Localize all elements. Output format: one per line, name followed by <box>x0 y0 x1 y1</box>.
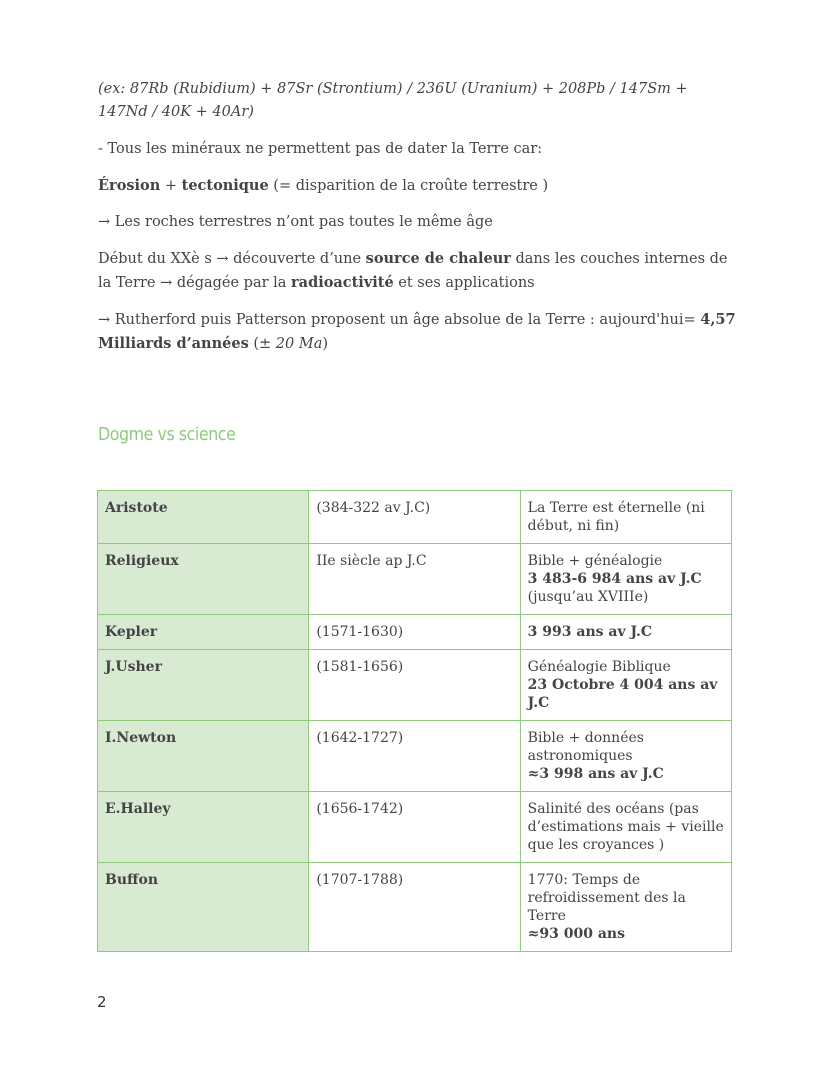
section-title: Dogme vs science <box>98 424 236 445</box>
period-cell: (1642-1727) <box>309 721 520 792</box>
rutherford-text: → Rutherford puis Patterson proposent un âge absolue de la Terre : aujourd'hui= <box>98 312 701 328</box>
estimate-value: ≈93 000 ans <box>527 926 625 942</box>
person-name-cell: Religieux <box>98 544 309 615</box>
erosion-term: Érosion <box>98 177 161 194</box>
person-name-cell: Kepler <box>98 615 309 650</box>
estimate-text: 1770: Temps de refroidissement des la Terre <box>527 872 686 924</box>
table-row <box>98 650 732 721</box>
person-name-cell: J.Usher <box>98 650 309 721</box>
period-cell: (1571-1630) <box>309 615 520 650</box>
estimate-text: (jusqu’au XVIIIe) <box>527 589 649 605</box>
person-name-cell: I.Newton <box>98 721 309 792</box>
uncertainty-value: 20 Ma <box>275 336 323 352</box>
debut-paragraph <box>98 247 738 295</box>
table-row <box>98 615 732 650</box>
table-row <box>98 792 732 863</box>
estimate-cell <box>520 863 731 952</box>
estimate-text: Généalogie Biblique <box>527 659 671 675</box>
table-row <box>98 721 732 792</box>
estimate-value: ≈3 998 ans av J.C <box>527 766 664 782</box>
earth-age-value: 4,57 Milliards d’années <box>98 311 736 352</box>
estimate-cell <box>520 491 731 544</box>
table-row <box>98 863 732 952</box>
table-body <box>98 491 732 952</box>
rutherford-paragraph <box>98 308 738 356</box>
estimate-text: Salinité des océans (pas d’estimations mais + vieille que les croyances ) <box>527 801 724 853</box>
estimate-value: 23 Octobre 4 004 ans av J.C <box>527 677 718 711</box>
table-row <box>98 491 732 544</box>
estimate-cell <box>520 615 731 650</box>
erosion-plus: + <box>160 178 182 194</box>
estimate-text: La Terre est éternelle (ni début, ni fin) <box>527 500 705 534</box>
estimate-text: Bible + données astronomiques <box>527 730 644 764</box>
table-row <box>98 544 732 615</box>
estimate-value: 3 483-6 984 ans av J.C <box>527 571 702 587</box>
page-number: 2 <box>97 993 107 1011</box>
erosion-paragraph <box>98 174 738 198</box>
estimate-value: 3 993 ans av J.C <box>527 624 653 640</box>
debut-text-a: Début du XXè s → découverte d’une <box>98 251 366 267</box>
uncertainty-close: ) <box>322 336 329 352</box>
document-body <box>98 78 738 356</box>
estimate-cell <box>520 721 731 792</box>
radioactivite-term: radioactivité <box>291 274 394 291</box>
estimate-text: Bible + généalogie <box>527 553 663 569</box>
estimate-cell <box>520 792 731 863</box>
minerals-paragraph: - Tous les minéraux ne permettent pas de dater la Terre car: <box>98 141 543 157</box>
estimate-cell <box>520 544 731 615</box>
person-name-cell: Aristote <box>98 491 309 544</box>
dogme-science-table <box>97 490 732 952</box>
erosion-explanation: (= disparition de la croûte terrestre ) <box>268 178 549 194</box>
period-cell: IIe siècle ap J.C <box>309 544 520 615</box>
uncertainty-open: (± <box>248 336 276 352</box>
isotopes-paragraph: (ex: 87Rb (Rubidium) + 87Sr (Strontium) / 236U (Uranium) + 208Pb / 147Sm + 147Nd / 40K + 40Ar) <box>98 81 688 120</box>
debut-text-b: dans les couches internes de la Terre → dégagée par la <box>98 251 728 291</box>
period-cell: (1656-1742) <box>309 792 520 863</box>
period-cell: (384-322 av J.C) <box>309 491 520 544</box>
tectonique-term: tectonique <box>181 177 269 194</box>
period-cell: (1707-1788) <box>309 863 520 952</box>
person-name-cell: Buffon <box>98 863 309 952</box>
period-cell: (1581-1656) <box>309 650 520 721</box>
source-chaleur-term: source de chaleur <box>365 250 511 267</box>
roches-paragraph: → Les roches terrestres n’ont pas toutes le même âge <box>98 214 493 230</box>
person-name-cell: E.Halley <box>98 792 309 863</box>
estimate-cell <box>520 650 731 721</box>
debut-text-c: et ses applications <box>393 275 535 291</box>
